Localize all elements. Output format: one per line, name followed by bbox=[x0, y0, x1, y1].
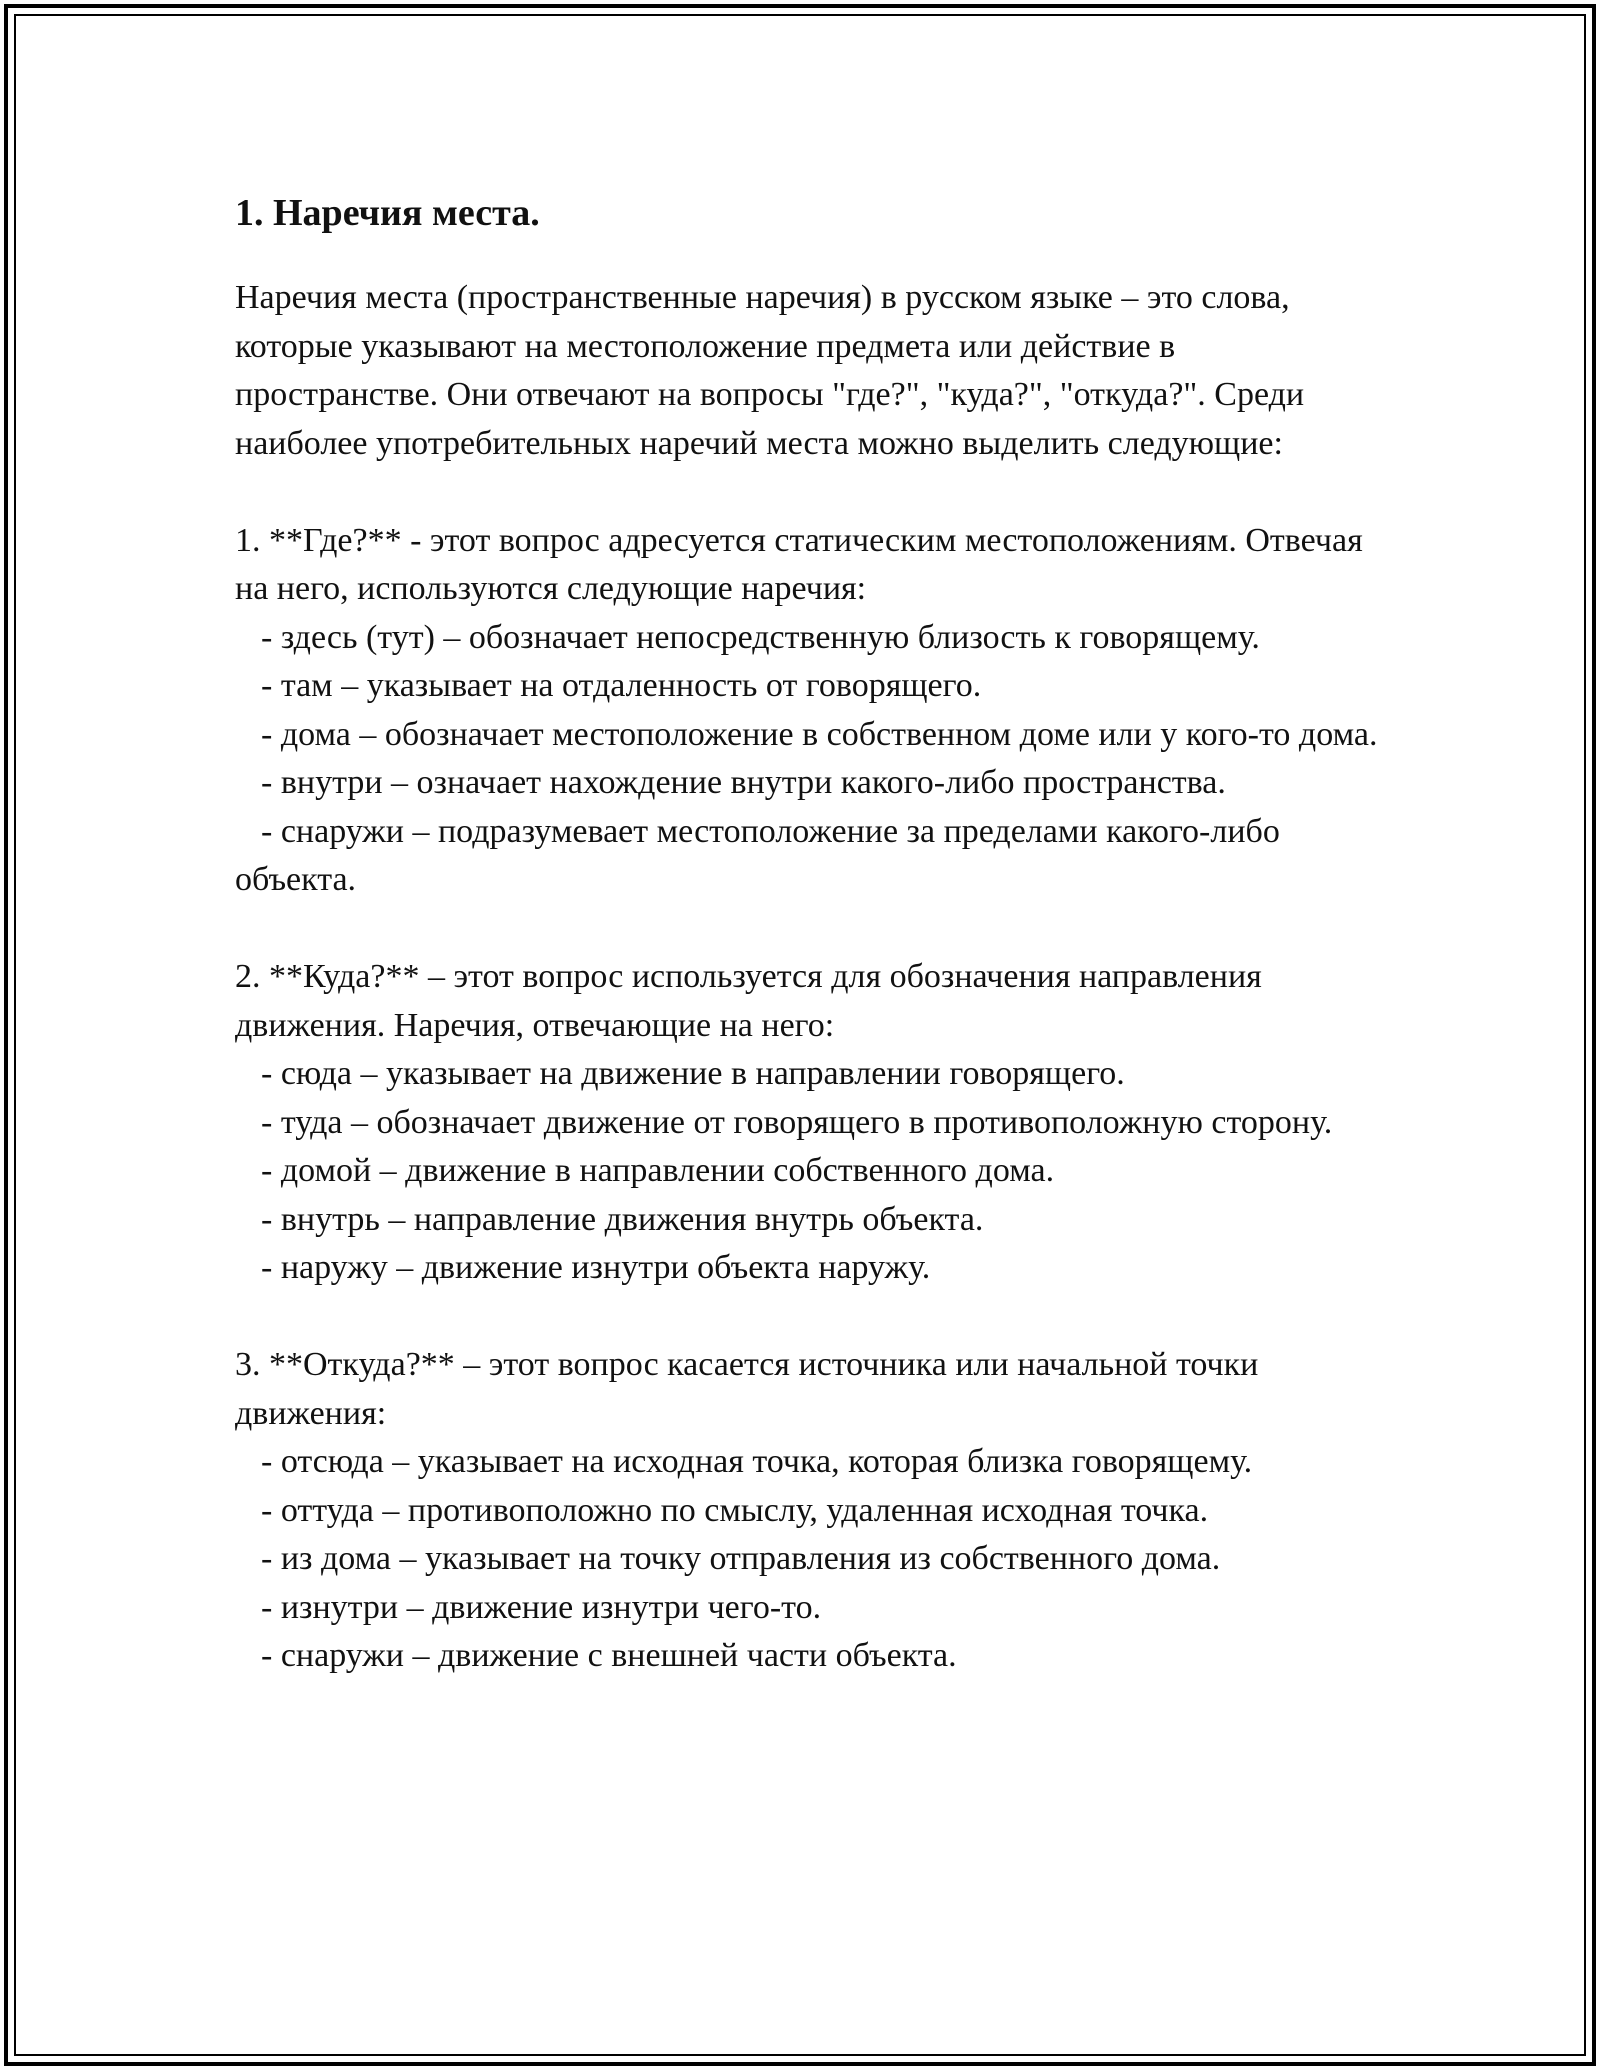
intro-paragraph: Наречия места (пространственные наречия) в русском языке – это слова, которые указывают на местоположение предмета или действие в пространстве. Они отвечают на вопросы "где?", "куда?", "откуда?". Среди наиболее употребительных наречий места можно выделить следующие: bbox=[235, 279, 1305, 462]
section-lead: 1. **Где?** - этот вопрос адресуется статическим местоположениям. Отвечая на него, используются следующие наречия: bbox=[235, 521, 1363, 607]
list-item-text: - здесь (тут) – обозначает непосредственную близость к говорящему. bbox=[261, 618, 1260, 656]
list-item-text: - изнутри – движение изнутри чего-то. bbox=[261, 1588, 822, 1626]
list-item-text: - там – указывает на отдаленность от говорящего. bbox=[261, 667, 982, 704]
list-item bbox=[235, 1584, 1385, 1633]
list-item bbox=[235, 1535, 1385, 1584]
list-item-text: - туда – обозначает движение от говорящего в противоположную сторону. bbox=[261, 1103, 1333, 1141]
list-item bbox=[235, 662, 1385, 711]
list-item-text: - снаружи – подразумевает местоположение за пределами какого-либо объекта. bbox=[235, 812, 1280, 898]
list-item bbox=[235, 1632, 1385, 1681]
list-item-text: - наружу – движение изнутри объекта наружу. bbox=[261, 1249, 931, 1286]
list-item bbox=[235, 1196, 1385, 1245]
section-where bbox=[235, 517, 1385, 905]
document-body bbox=[235, 180, 1385, 1681]
list-item-text: - сюда – указывает на движение в направлении говорящего. bbox=[261, 1055, 1125, 1092]
list-item bbox=[235, 1244, 1385, 1293]
list-item-text: - снаружи – движение с внешней части объекта. bbox=[261, 1637, 957, 1674]
list-item bbox=[235, 614, 1385, 663]
list-item-text: - из дома – указывает на точку отправления из собственного дома. bbox=[261, 1540, 1221, 1577]
list-item bbox=[235, 808, 1385, 905]
list-item bbox=[235, 1438, 1385, 1487]
list-item bbox=[235, 711, 1385, 760]
section-lead: 2. **Куда?** – этот вопрос используется для обозначения направления движения. Наречия, отвечающие на него: bbox=[235, 958, 1262, 1044]
list-item bbox=[235, 1050, 1385, 1099]
list-item bbox=[235, 1147, 1385, 1196]
list-item-text: - внутри – означает нахождение внутри какого-либо пространства. bbox=[261, 764, 1226, 801]
section-lead: 3. **Откуда?** – этот вопрос касается источника или начальной точки движения: bbox=[235, 1346, 1259, 1432]
list-item-text: - домой – движение в направлении собственного дома. bbox=[261, 1152, 1055, 1189]
list-item-text: - внутрь – направление движения внутрь объекта. bbox=[261, 1200, 984, 1238]
list-item-text: - отсюда – указывает на исходная точка, которая близка говорящему. bbox=[261, 1443, 1253, 1480]
section-heading: 1. Наречия места. bbox=[235, 192, 540, 234]
list-item bbox=[235, 1099, 1385, 1148]
section-where-to bbox=[235, 953, 1385, 1293]
section-where-from bbox=[235, 1341, 1385, 1681]
list-item-text: - дома – обозначает местоположение в собственном доме или у кого-то дома. bbox=[261, 715, 1378, 753]
list-item bbox=[235, 1487, 1385, 1536]
list-item-text: - оттуда – противоположно по смыслу, удаленная исходная точка. bbox=[261, 1491, 1209, 1529]
list-item bbox=[235, 759, 1385, 808]
